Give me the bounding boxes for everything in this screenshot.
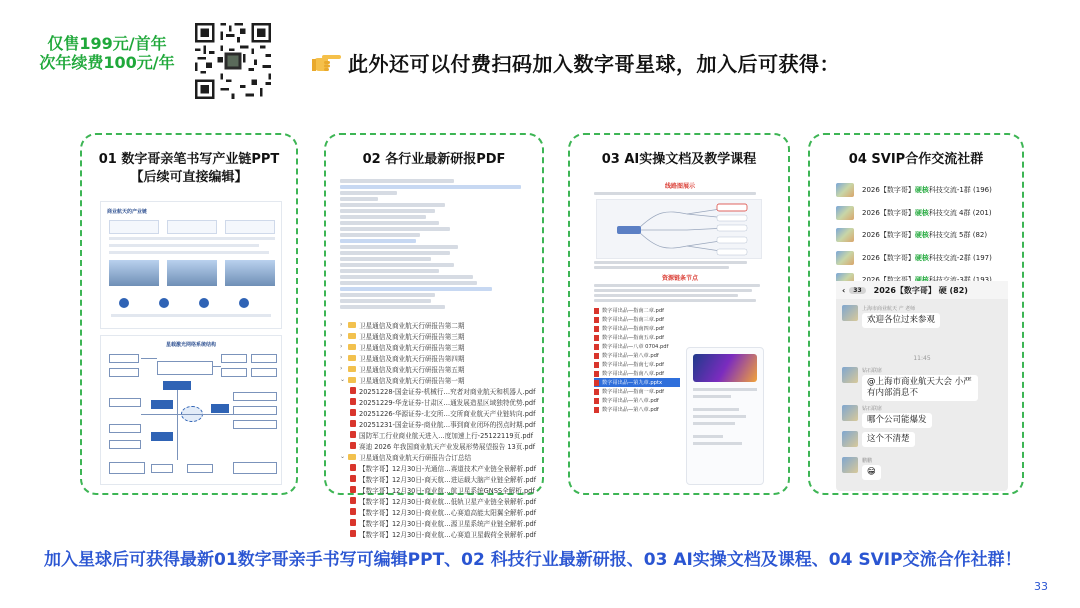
- diagram-node: [109, 354, 139, 363]
- slide-bullet-icon: [119, 298, 129, 308]
- file-name: 数字哥出品—指南七章.pdf: [602, 362, 664, 368]
- chevron-down-icon: ⌄: [340, 376, 346, 383]
- ai-file-row[interactable]: [594, 396, 680, 405]
- file-row[interactable]: [340, 462, 537, 473]
- message-avatar: [842, 405, 858, 421]
- file-name: 【数字哥】12月30日-商业航…低轨卫星产业链全景解析.pdf: [359, 497, 537, 506]
- file-name: 【数字哥】12月30日-商业航…源卫星系统产业链全解析.pdf: [359, 519, 537, 528]
- pdf-icon: [594, 407, 599, 413]
- card-ai-docs: [568, 133, 790, 495]
- diagram-node: [109, 368, 139, 377]
- folder-icon: [348, 344, 356, 350]
- mind-map-graphic: [597, 200, 763, 260]
- fine-row: [340, 203, 445, 207]
- diagram-node: [109, 424, 141, 433]
- group-avatar: [836, 206, 854, 220]
- pdf-icon: [350, 420, 356, 427]
- pdf-icon: [594, 308, 599, 314]
- chat-title: 2026【数字哥】 硬 (82): [873, 285, 968, 295]
- message-avatar: [842, 367, 858, 383]
- group-avatar: [836, 183, 854, 197]
- sender-name: 钻石联席: [862, 368, 883, 374]
- phone-text-line: [693, 435, 723, 438]
- ai-file-row[interactable]: [594, 369, 680, 378]
- ai-file-row[interactable]: [594, 351, 680, 360]
- pointing-hand-icon: [312, 52, 342, 74]
- chat-message: [842, 405, 932, 428]
- file-name: 20251228-国金证券-机械行…究者对商业航天和机器人.pdf: [359, 387, 536, 396]
- file-name: 数字哥出品—第九章.pptx: [602, 380, 663, 386]
- ai-file-row[interactable]: [594, 387, 680, 396]
- ai-file-row[interactable]: [594, 342, 680, 351]
- pdf-icon: [350, 508, 356, 515]
- chevron-right-icon: ›: [340, 354, 343, 361]
- mind-map-preview: [596, 199, 762, 259]
- file-name: 【数字哥】12月30日-商业航…心赛道卫星载荷全景解析.pdf: [359, 530, 537, 539]
- chevron-down-icon: ⌄: [340, 453, 346, 460]
- file-name: 20251229-华龙证券-甘肃区…通发展造星区域独特优势.pdf: [359, 398, 536, 407]
- pdf-icon: [350, 387, 356, 394]
- diagram-node: [109, 398, 141, 407]
- group-avatar: [836, 228, 854, 242]
- diagram-connector: [141, 414, 233, 415]
- file-row[interactable]: [340, 484, 535, 495]
- diagram-node: [157, 361, 213, 375]
- file-row[interactable]: [340, 517, 537, 528]
- phone-text-line: [693, 388, 757, 391]
- file-row[interactable]: [340, 429, 534, 440]
- slide-column-head: [225, 220, 275, 234]
- pdf-icon: [594, 380, 599, 386]
- chevron-right-icon: ›: [340, 332, 343, 339]
- ai-file-row[interactable]: [594, 405, 680, 414]
- pdf-icon: [350, 475, 356, 482]
- file-name: 20251231-国金证券-商业航…事到商业闭环的拐点时期.pdf: [359, 420, 536, 429]
- pdf-icon: [594, 326, 599, 332]
- folder-name: 卫星通信及商业航天行研报告第二期: [359, 321, 465, 330]
- slide-bullet-icon: [159, 298, 169, 308]
- fine-row: [340, 197, 378, 201]
- file-name: 数字哥出品—指南五章.pdf: [602, 335, 664, 341]
- group-row[interactable]: [836, 179, 1006, 202]
- group-name-highlight: 硬核: [914, 253, 929, 262]
- fine-row: [340, 275, 473, 279]
- message-avatar: [842, 431, 858, 447]
- unread-badge: 33: [849, 287, 865, 294]
- pdf-icon: [350, 486, 356, 493]
- folder-row[interactable]: [340, 363, 530, 374]
- diagram-node: [187, 464, 213, 473]
- headline-text: 此外还可以付费扫码加入数字哥星球，加入后可获得：: [348, 52, 840, 76]
- folder-name: 卫星通信及商业航天行研报告第四期: [359, 354, 465, 363]
- group-name-highlight: 硬核: [914, 186, 929, 195]
- file-row[interactable]: [340, 385, 536, 396]
- sender-name: 上海市商业航天 产 老师: [862, 306, 916, 312]
- fine-row: [340, 209, 435, 213]
- ppt-preview-slide-2: [100, 335, 282, 485]
- qr-code-image: [192, 18, 274, 104]
- diagram-connector: [177, 390, 178, 460]
- fine-row: [340, 269, 439, 273]
- diagram-connector: [213, 366, 221, 367]
- file-name: 数字哥出品—指南三章.pdf: [602, 317, 664, 323]
- chat-message: [842, 367, 978, 401]
- report-file-list: [340, 175, 537, 539]
- phone-text-line: [693, 442, 742, 445]
- ppt-preview-slide-1: [100, 201, 282, 329]
- phone-text-line: [693, 408, 739, 411]
- back-arrow-icon[interactable]: ‹: [842, 285, 846, 295]
- chat-message: [842, 305, 940, 328]
- fine-row: [340, 305, 445, 309]
- diagram-node: [151, 432, 173, 441]
- ai-file-row-selected[interactable]: [594, 378, 680, 387]
- headline: [312, 48, 840, 77]
- course-phone-preview: [686, 347, 764, 485]
- pdf-icon: [594, 317, 599, 323]
- file-row[interactable]: [340, 396, 536, 407]
- diagram-node: [233, 392, 277, 401]
- ai-file-row[interactable]: [594, 306, 680, 315]
- group-name-suffix: 科技交流 5群 (82): [928, 231, 988, 240]
- group-name-prefix: 2026【数字哥】: [862, 253, 915, 262]
- doc-text-line: [594, 192, 756, 195]
- phone-text-line: [693, 422, 735, 425]
- folder-name: 卫星通信及商业航天行研报告合订总结: [359, 453, 472, 462]
- slide-text-line: [111, 314, 271, 317]
- folder-row[interactable]: [340, 319, 530, 330]
- card-ppt: [80, 133, 298, 495]
- fine-row: [340, 191, 397, 195]
- folder-icon: [348, 355, 356, 361]
- file-row[interactable]: [340, 407, 536, 418]
- chat-message: [842, 457, 881, 480]
- group-row[interactable]: [836, 202, 1006, 225]
- folder-icon: [348, 322, 356, 328]
- pdf-icon: [350, 398, 356, 405]
- diagram-node: [163, 381, 191, 390]
- pdf-icon: [350, 409, 356, 416]
- group-name-suffix: 科技交流-1群 (196): [928, 186, 992, 195]
- file-name: 【数字哥】12月30日-商天航…进运载大脑产业链全解析.pdf: [359, 475, 537, 484]
- slide-text-line: [109, 244, 259, 247]
- doc-text-line: [594, 299, 756, 302]
- ai-file-row[interactable]: [594, 360, 680, 369]
- diagram-node: [211, 404, 229, 413]
- folder-row[interactable]: [340, 352, 530, 363]
- file-name: 【数字哥】12月30日-商业航…航卫星系统GNSS全解析.pdf: [359, 486, 535, 495]
- pdf-icon: [350, 530, 356, 537]
- ai-file-row[interactable]: [594, 324, 680, 333]
- folder-icon: [348, 366, 356, 372]
- diagram-node: [251, 368, 277, 377]
- folder-icon: [348, 377, 356, 383]
- price-renewal: 次年续费100元/年: [39, 53, 175, 72]
- fine-row: [340, 251, 450, 255]
- file-name: 赛迪 2026 年我国商业航天产业发展形势展望报告 13页.pdf: [359, 442, 536, 451]
- group-name-prefix: 2026【数字哥】: [862, 231, 915, 240]
- sender-name: 钻石联席: [862, 406, 883, 412]
- slide-bullet-icon: [239, 298, 249, 308]
- fine-row: [340, 233, 420, 237]
- diagram-node: [109, 440, 141, 449]
- folder-row[interactable]: [340, 451, 530, 462]
- group-name-highlight: 硬核: [914, 231, 929, 240]
- slide-image-satellite: [167, 260, 217, 286]
- phone-text-line: [693, 395, 731, 398]
- doc-text-line: [594, 294, 738, 297]
- fine-row: [340, 179, 454, 183]
- slide-image-rocket: [109, 260, 159, 286]
- file-name: 数字哥出品—第八章.pdf: [602, 398, 659, 404]
- pdf-icon: [594, 389, 599, 395]
- diagram-node: [233, 406, 277, 415]
- chevron-right-icon: ›: [340, 321, 343, 328]
- diagram-node: [251, 354, 277, 363]
- pdf-icon: [594, 344, 599, 350]
- group-list: [836, 179, 1006, 292]
- doc-text-line: [594, 261, 747, 264]
- file-row[interactable]: [340, 495, 537, 506]
- pdf-icon: [350, 497, 356, 504]
- card-ppt-subtitle: 【后续可直接编辑】: [130, 170, 248, 185]
- fine-row: [340, 263, 454, 267]
- benefits-summary: 加入星球后可获得最新01数字哥亲手书写可编辑PPT、02 科技行业最新研报、03 AI实操文档及课程、04 SVIP交流合作社群！: [44, 550, 1022, 570]
- card-reports-title: 02 各行业最新研报PDF: [362, 152, 506, 167]
- folder-name: 卫星通信及商业航天行研报告第三期: [359, 343, 465, 352]
- file-row[interactable]: [340, 440, 536, 451]
- pdf-icon: [594, 371, 599, 377]
- group-name-suffix: 科技交流-2群 (197): [928, 253, 992, 262]
- fine-row: [340, 185, 521, 189]
- file-row[interactable]: [340, 418, 536, 429]
- diagram-node: [151, 464, 173, 473]
- doc-text-line: [594, 284, 760, 287]
- ai-file-row[interactable]: [594, 333, 680, 342]
- doc-text-line: [594, 266, 729, 269]
- file-name: 【数字哥】12月30日-光通信…赛道技术产业链全景解析.pdf: [359, 464, 537, 473]
- price-block: [22, 34, 192, 72]
- group-avatar: [836, 251, 854, 265]
- message-bubble: 这个不清楚: [862, 432, 915, 447]
- card-svip-title: 04 SVIP合作交流社群: [848, 152, 984, 167]
- file-name: 【数字哥】12月30日-商业航…心赛道高能太阳翼全解析.pdf: [359, 508, 537, 517]
- message-avatar: [842, 457, 858, 473]
- price-first-year: 仅售199元/首年: [47, 34, 167, 53]
- folder-icon: [348, 454, 356, 460]
- slide-bullet-icon: [199, 298, 209, 308]
- fine-row: [340, 299, 431, 303]
- card-svip-groups: [808, 133, 1024, 495]
- slide-text-line: [109, 251, 269, 254]
- file-name: 数字哥出品—指南八章.pdf: [602, 371, 664, 377]
- folder-icon: [348, 333, 356, 339]
- diagram-node: [151, 400, 173, 409]
- file-row[interactable]: [340, 506, 537, 517]
- ppt-diagram-title: 星载激光网络系统结构: [165, 342, 216, 348]
- page-number: 33: [1034, 580, 1048, 593]
- message-bubble: 欢迎各位过来参观: [862, 313, 940, 328]
- diagram-node: [221, 354, 247, 363]
- group-name-prefix: 2026【数字哥】: [862, 186, 915, 195]
- pdf-icon: [350, 431, 356, 438]
- file-name: 数字哥出品—第八章.pdf: [602, 353, 659, 359]
- file-row[interactable]: [340, 528, 537, 539]
- chat-message: [842, 431, 915, 447]
- pdf-icon: [594, 398, 599, 404]
- file-name: 数字哥出品—第八章.pdf: [602, 407, 659, 413]
- fine-row: [340, 287, 492, 291]
- card-ai-docs-title: 03 AI实操文档及教学课程: [601, 152, 757, 167]
- fine-row: [340, 221, 439, 225]
- doc-red-heading-2: 资源链条节点: [661, 275, 698, 282]
- diagram-node: [233, 462, 277, 474]
- file-name: 数字哥出品—指南二章.pdf: [602, 308, 664, 314]
- fine-row: [340, 245, 458, 249]
- fine-row: [340, 257, 431, 261]
- group-chat-preview: [836, 281, 1008, 491]
- fine-row: [340, 239, 416, 243]
- fine-row: [340, 215, 426, 219]
- pdf-icon: [350, 442, 356, 449]
- group-row[interactable]: [836, 247, 1006, 270]
- ppt-slide-title: 商业航天的产业链: [107, 209, 148, 215]
- pdf-icon: [350, 519, 356, 526]
- report-fine-list: [340, 175, 530, 319]
- chevron-right-icon: ›: [340, 365, 343, 372]
- fine-row: [340, 293, 435, 297]
- fine-row: [340, 227, 450, 231]
- course-banner: [693, 354, 757, 382]
- group-name-highlight: 硬核: [914, 208, 929, 217]
- diagram-node: [233, 420, 277, 429]
- fine-row: [340, 281, 477, 285]
- phone-text-line: [693, 415, 746, 418]
- doc-text-line: [594, 289, 752, 292]
- sender-name: 鹏鹏: [862, 458, 873, 464]
- doc-red-heading: 线路图展示: [664, 183, 695, 190]
- pdf-icon: [350, 464, 356, 471]
- group-name-prefix: 2026【数字哥】: [862, 208, 915, 217]
- group-row[interactable]: [836, 224, 1006, 247]
- ai-file-row[interactable]: [594, 315, 680, 324]
- file-name: 数字哥出品—指南一章.pdf: [602, 389, 664, 395]
- chevron-right-icon: ›: [340, 343, 343, 350]
- message-bubble: @上海市商业航天大会 小严 有内部消息不: [862, 375, 978, 401]
- card-reports: [324, 133, 544, 539]
- slide-column-head: [109, 220, 159, 234]
- card-ppt-title: 01 数字哥亲笔书写产业链PPT: [98, 152, 280, 167]
- ai-doc-preview: [590, 177, 770, 487]
- folder-row[interactable]: [340, 330, 530, 341]
- folder-name: 卫星通信及商业航天行研报告第一期: [359, 376, 465, 385]
- file-name: 数字哥出品—指南四章.pdf: [602, 326, 664, 332]
- slide-image-earth: [225, 260, 275, 286]
- message-bubble: 哪个公司能爆发: [862, 413, 932, 428]
- pdf-icon: [594, 353, 599, 359]
- folder-row[interactable]: [340, 374, 530, 385]
- file-name: 数字哥出品—八章 0704.pdf: [602, 344, 669, 350]
- slide-text-line: [109, 237, 275, 240]
- message-bubble: 😁: [862, 465, 881, 480]
- pdf-icon: [594, 335, 599, 341]
- file-name: 国防军工行业商业航天进入…度加速上行-25122119页.pdf: [359, 431, 534, 440]
- folder-row[interactable]: [340, 341, 530, 352]
- folder-name: 卫星通信及商业航天行研报告第三期: [359, 332, 465, 341]
- file-row[interactable]: [340, 473, 537, 484]
- qr-code[interactable]: [192, 18, 274, 104]
- diagram-connector: [141, 358, 157, 359]
- chat-header: [836, 281, 1008, 299]
- pdf-icon: [594, 362, 599, 368]
- diagram-node: [109, 462, 145, 474]
- group-name-suffix: 科技交流 4群 (201): [928, 208, 992, 217]
- diagram-node: [221, 368, 247, 377]
- ai-file-list: [594, 306, 680, 414]
- slide-column-head: [167, 220, 217, 234]
- file-name: 20251226-华源证券-北交所…交所商业航天产业链转向.pdf: [359, 409, 536, 418]
- folder-name: 卫星通信及商业航天行研报告第五期: [359, 365, 465, 374]
- message-avatar: [842, 305, 858, 321]
- chat-timestamp: 11:45: [913, 355, 931, 362]
